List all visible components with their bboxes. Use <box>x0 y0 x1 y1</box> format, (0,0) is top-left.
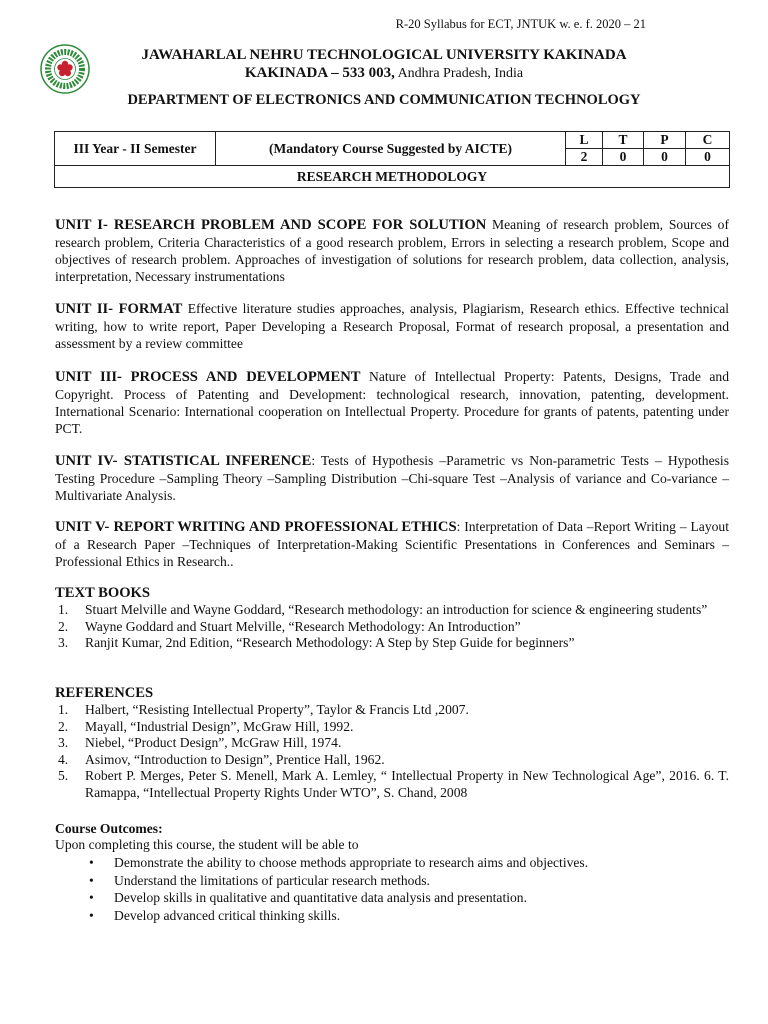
references-heading: REFERENCES <box>55 685 154 701</box>
course-type-cell: (Mandatory Course Suggested by AICTE) <box>216 132 566 166</box>
unit-5 <box>55 518 729 570</box>
ltpc-value-p: 0 <box>644 149 686 166</box>
unit-1-text: Meaning of research problem, Sources of research problem, Criteria Characteristics of a good research problem, Errors in selecting a research problem, Scope and objectives of research problem. Approaches of investigation of solutions for research problem, data collection, analysis, interpretation, Necessary instrumentations <box>55 217 730 284</box>
reference-text: Robert P. Merges, Peter S. Menell, Mark A. Lemley, “ Intellectual Property in New Technological Age”, 2016. 6. T. Ramappa, “Intellectual Property Rights Under WTO”, S. Chand, 2008 <box>85 768 729 800</box>
city-pin: KAKINADA – 533 003, <box>244 65 395 81</box>
list-number: 1. <box>58 702 69 717</box>
reference-item <box>55 702 729 719</box>
unit-5-title: UNIT V- REPORT WRITING AND PROFESSIONAL ETHICS <box>55 519 457 535</box>
unit-2 <box>55 300 729 352</box>
bullet-icon: • <box>89 872 94 888</box>
list-number: 2. <box>58 718 69 734</box>
reference-item <box>55 719 729 736</box>
course-outcomes-list <box>55 854 588 924</box>
year-semester-cell: III Year - II Semester <box>55 132 216 166</box>
unit-3 <box>55 368 729 437</box>
text-book-item <box>55 619 729 636</box>
list-number: 3. <box>58 735 69 751</box>
outcome-item <box>55 907 588 925</box>
ltpc-value-l: 2 <box>566 149 603 166</box>
unit-3-title: UNIT III- PROCESS AND DEVELOPMENT <box>55 369 361 385</box>
unit-1-title: UNIT I- RESEARCH PROBLEM AND SCOPE FOR SOLUTION <box>55 217 487 233</box>
reference-text: Asimov, “Introduction to Design”, Prentice Hall, 1962. <box>85 751 385 767</box>
unit-2-text: Effective literature studies approaches, analysis, Plagiarism, Research ethics. Effective technical writing, how to write report, Paper Developing a Research Proposal, Format of research proposal, a presentation and assessment by a review committee <box>55 301 730 351</box>
ltpc-header-l: L <box>566 132 603 149</box>
course-outcomes-intro: Upon completing this course, the student will be able to <box>55 837 359 852</box>
text-book-text: Wayne Goddard and Stuart Melville, “Research Methodology: An Introduction” <box>85 618 521 634</box>
text-book-text: Stuart Melville and Wayne Goddard, “Research methodology: an introduction for science & engineering students” <box>85 602 708 617</box>
outcome-item <box>55 872 588 890</box>
ltpc-value-c: 0 <box>686 149 730 166</box>
list-number: 3. <box>58 635 69 651</box>
ltpc-header-t: T <box>603 132 644 149</box>
reference-item <box>55 768 729 801</box>
university-name: JAWAHARLAL NEHRU TECHNOLOGICAL UNIVERSITY KAKINADA <box>141 47 627 63</box>
syllabus-note: R-20 Syllabus for ECT, JNTUK w. e. f. 2020 – 21 <box>395 17 646 31</box>
references-list <box>55 702 729 802</box>
bullet-icon: • <box>89 890 94 906</box>
outcome-text: Develop skills in qualitative and quantitative data analysis and presentation. <box>114 890 527 906</box>
reference-text: Mayall, “Industrial Design”, McGraw Hill, 1992. <box>85 718 354 734</box>
ltpc-header-c: C <box>686 132 730 149</box>
ltpc-header-p: P <box>644 132 686 149</box>
unit-4-title: UNIT IV- STATISTICAL INFERENCE <box>55 453 312 469</box>
unit-2-title: UNIT II- FORMAT <box>55 301 183 317</box>
department-name: DEPARTMENT OF ELECTRONICS AND COMMUNICATION TECHNOLOGY <box>127 92 641 108</box>
state-country: Andhra Pradesh, India <box>394 66 524 81</box>
bullet-icon: • <box>89 855 94 870</box>
university-address <box>0 65 768 82</box>
course-outcomes-heading: Course Outcomes: <box>55 821 163 836</box>
outcome-text: Demonstrate the ability to choose methods appropriate to research aims and objectives. <box>114 855 589 870</box>
unit-5-text: : Interpretation of Data –Report Writing – Layout of a Research Paper –Techniques of Interpretation-Making Scientific Presentations in Conferences and Seminars –Professional Ethics in Research.. <box>55 519 729 569</box>
course-title: RESEARCH METHODOLOGY <box>55 166 730 188</box>
unit-4 <box>55 452 729 504</box>
unit-3-text: Nature of Intellectual Property: Patents, Designs, Trade and Copyright. Process of Patenting and Development: technological research, innovation, patenting, development. International Scenario: International cooperation on Intellectual Property. Procedure for grants of patents, patenting under PCT. <box>55 369 729 436</box>
outcome-text: Understand the limitations of particular research methods. <box>114 872 430 888</box>
reference-item <box>55 752 729 769</box>
reference-text: Niebel, “Product Design”, McGraw Hill, 1974. <box>85 735 342 751</box>
unit-1 <box>55 216 729 285</box>
text-book-item <box>55 635 729 652</box>
text-books-list <box>55 602 729 652</box>
reference-text: Halbert, “Resisting Intellectual Property”, Taylor & Francis Ltd ,2007. <box>85 702 469 717</box>
reference-item <box>55 735 729 752</box>
bullet-icon: • <box>89 907 94 923</box>
outcome-text: Develop advanced critical thinking skills. <box>114 907 341 923</box>
list-number: 4. <box>58 751 69 767</box>
outcome-item <box>55 889 588 907</box>
list-number: 5. <box>58 768 69 784</box>
list-number: 1. <box>58 602 69 617</box>
text-book-item <box>55 602 729 619</box>
outcome-item <box>55 854 588 872</box>
list-number: 2. <box>58 618 69 634</box>
course-header-table <box>54 131 730 188</box>
unit-4-text: : Tests of Hypothesis –Parametric vs Non-parametric Tests – Hypothesis Testing Procedure –Sampling Theory –Sampling Distribution –Chi-square Test –Analysis of variance and Co-variance –Multivariate Analysis. <box>55 453 729 503</box>
ltpc-value-t: 0 <box>603 149 644 166</box>
text-books-heading: TEXT BOOKS <box>55 585 151 601</box>
text-book-text: Ranjit Kumar, 2nd Edition, “Research Methodology: A Step by Step Guide for beginners” <box>85 635 575 651</box>
